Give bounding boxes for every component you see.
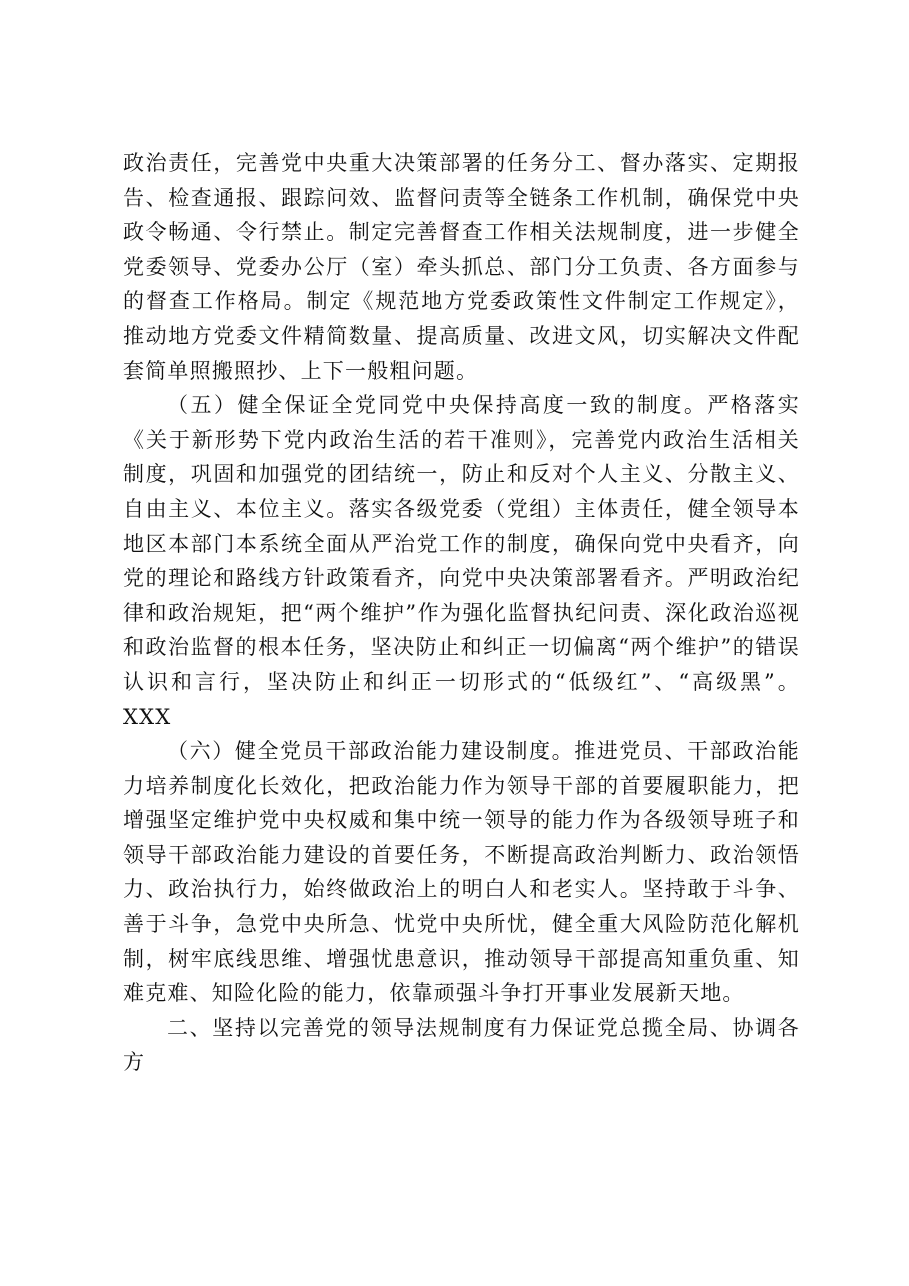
document-page: [123, 146, 800, 1080]
section-heading-2: 二、坚持以完善党的领导法规制度有力保证党总揽全局、协调各方: [123, 1015, 800, 1075]
body-paragraph-section-5: （五）健全保证全党同党中央保持高度一致的制度。严格落实《关于新形势下党内政治生活的若干准则》，完善党内政治生活相关制度，巩固和加强党的团结统一，防止和反对个人主义、分散主义、自由主义、本位主义。落实各级党委（党组）主体责任，健全领导本地区本部门本系统全面从严治党工作的制度，确保向党中央看齐，向党的理论和路线方针政策看齐，向党中央决策部署看齐。严明政治纪律和政治规矩，把“两个维护”作为强化监督执纪问责、深化政治巡视和政治监督的根本任务，坚决防止和纠正一切偏离“两个维护”的错误认识和言行，坚决防止和纠正一切形式的“低级红”、“高级黑”。 XXX: [123, 393, 800, 729]
body-paragraph-section-6: （六）健全党员干部政治能力建设制度。推进党员、干部政治能力培养制度化长效化，把政治能力作为领导干部的首要履职能力，把增强坚定维护党中央权威和集中统一领导的能力作为各级领导班子和领导干部政治能力建设的首要任务，不断提高政治判断力、政治领悟力、政治执行力，始终做政治上的明白人和老实人。坚持敢于斗争、善于斗争，急党中央所急、忧党中央所忧，健全重大风险防范化解机制，树牢底线思维、增强忧患意识，推动领导干部提高知重负重、知难克难、知险化险的能力，依靠顽强斗争打开事业发展新天地。: [123, 739, 800, 1006]
body-paragraph-continued: 政治责任，完善党中央重大决策部署的任务分工、督办落实、定期报告、检查通报、跟踪问效、监督问责等全链条工作机制，确保党中央政令畅通、令行禁止。制定完善督查工作相关法规制度，进一步健全党委领导、党委办公厅（室）牵头抓总、部门分工负责、各方面参与的督查工作格局。制定《规范地方党委政策性文件制定工作规定》，推动地方党委文件精简数量、提高质量、改进文风，切实解决文件配套简单照搬照抄、上下一般粗问题。: [123, 151, 800, 383]
